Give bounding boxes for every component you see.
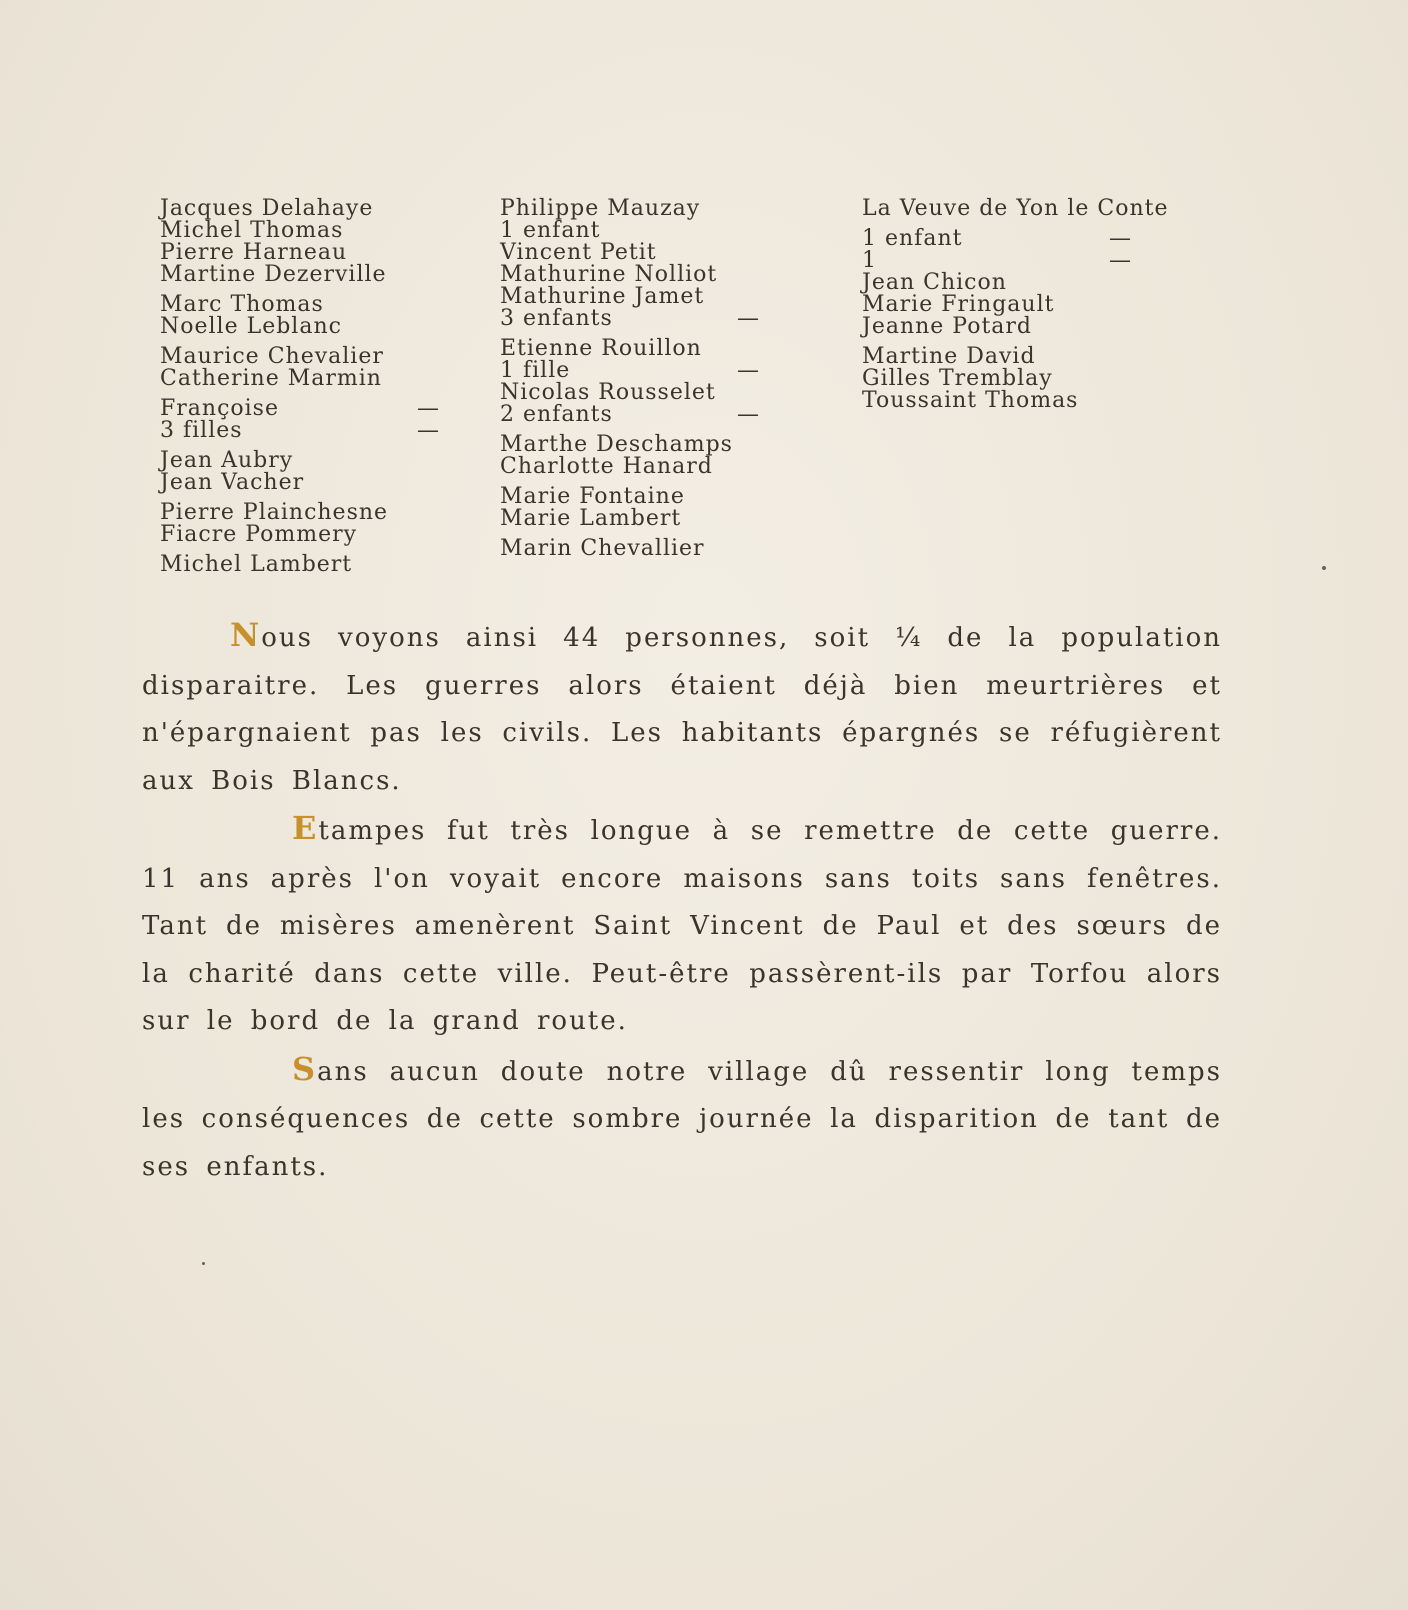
name-text: 1 fille: [500, 358, 571, 383]
name-entry: [160, 368, 480, 390]
name-text: Marc Thomas: [160, 292, 324, 317]
name-entry: [160, 198, 480, 220]
name-text: Jean Aubry: [160, 448, 294, 473]
paragraph-2: [142, 805, 1222, 1046]
name-text: Martine David: [862, 344, 1036, 369]
name-entry: [160, 450, 480, 472]
narrative-text: [142, 612, 1222, 1191]
names-column-2: [500, 198, 800, 560]
name-entry: [160, 398, 480, 420]
paragraph-1: [142, 612, 1222, 805]
names-column-3: [862, 198, 1222, 412]
ditto-dash: —: [737, 402, 760, 427]
name-text: Jacques Delahaye: [160, 196, 374, 221]
name-text: Gilles Tremblay: [862, 366, 1053, 391]
name-text: Michel Thomas: [160, 218, 344, 243]
name-entry: [862, 390, 1222, 412]
ditto-dash: —: [737, 358, 760, 383]
name-entry: [500, 338, 800, 360]
name-text: 3 enfants: [500, 306, 613, 331]
name-text: Martine Dezerville: [160, 262, 387, 287]
name-text: Nicolas Rousselet: [500, 380, 716, 405]
name-text: Catherine Marmin: [160, 366, 382, 391]
name-text: 1 enfant: [862, 226, 963, 251]
name-entry: [862, 346, 1222, 368]
drop-initial: S: [292, 1049, 318, 1088]
name-entry: [862, 368, 1222, 390]
name-entry: [500, 486, 800, 508]
name-entry: [500, 456, 800, 478]
name-entry: [500, 538, 800, 560]
name-entry: [862, 272, 1222, 294]
name-text: 3 filles: [160, 418, 243, 443]
name-text: Marin Chevallier: [500, 536, 705, 561]
name-text: Mathurine Nolliot: [500, 262, 718, 287]
names-column-1: [160, 198, 480, 576]
paragraph-text: ans aucun doute notre village dû ressentir long temps les conséquences de cette sombre journée la disparition de tant de ses enfants.: [142, 1056, 1222, 1182]
name-entry: [160, 524, 480, 546]
name-text: Vincent Petit: [500, 240, 657, 265]
name-entry: [500, 308, 800, 330]
name-entry: [160, 316, 480, 338]
name-entry: [500, 404, 800, 426]
ink-speck: [202, 1262, 205, 1265]
name-text: Jeanne Potard: [862, 314, 1033, 339]
name-entry: [500, 434, 800, 456]
name-text: Pierre Harneau: [160, 240, 348, 265]
name-entry: [862, 294, 1222, 316]
name-text: Fiacre Pommery: [160, 522, 358, 547]
name-text: Jean Vacher: [160, 470, 305, 495]
name-entry: [862, 228, 1222, 250]
name-entry: [500, 508, 800, 530]
name-text: Toussaint Thomas: [862, 388, 1079, 413]
name-text: Philippe Mauzay: [500, 196, 701, 221]
name-entry: [500, 220, 800, 242]
name-entry: [160, 554, 480, 576]
paragraph-text: tampes fut très longue à se remettre de cette guerre. 11 ans après l'on voyait encore maisons sans toits sans fenêtres. Tant de misères amenèrent Saint Vincent de Paul et des sœurs de la charité dans cette ville. Peut-être passèrent-ils par Torfou alors sur le bord de la grand route.: [142, 816, 1222, 1036]
name-entry: [160, 420, 480, 442]
name-entry: [500, 242, 800, 264]
ditto-dash: —: [737, 306, 760, 331]
name-text: Charlotte Hanard: [500, 454, 713, 479]
name-entry: [160, 346, 480, 368]
name-entry: [500, 360, 800, 382]
name-entry: [160, 264, 480, 286]
name-entry: [160, 242, 480, 264]
name-text: Marthe Deschamps: [500, 432, 733, 457]
name-text: Michel Lambert: [160, 552, 353, 577]
ditto-dash: —: [1109, 248, 1132, 273]
name-entry: [862, 198, 1222, 220]
name-entry: [160, 502, 480, 524]
name-entry: [500, 382, 800, 404]
name-entry: [160, 220, 480, 242]
drop-initial: N: [230, 616, 262, 654]
name-text: Marie Fontaine: [500, 484, 685, 509]
name-text: 1: [862, 248, 877, 273]
name-text: Jean Chicon: [862, 270, 1007, 295]
name-entry: [160, 294, 480, 316]
ditto-dash: —: [417, 418, 440, 443]
name-text: Mathurine Jamet: [500, 284, 705, 309]
paragraph-text: ous voyons ainsi 44 personnes, soit ¼ de la population disparaitre. Les guerres alors étaient déjà bien meurtrières et n'épargnaient pas les civils. Les habitants épargnés se réfugièrent aux Bois Blancs.: [142, 623, 1222, 796]
name-text: 2 enfants: [500, 402, 613, 427]
name-entry: [500, 286, 800, 308]
name-entry: [862, 250, 1222, 272]
name-text: Marie Fringault: [862, 292, 1055, 317]
name-text: Pierre Plainchesne: [160, 500, 389, 525]
ditto-dash: —: [417, 396, 440, 421]
ink-speck: [1322, 566, 1326, 570]
name-text: Françoise: [160, 396, 279, 421]
name-text: Etienne Rouillon: [500, 336, 702, 361]
ditto-dash: —: [1109, 226, 1132, 251]
name-entry: [862, 316, 1222, 338]
name-text: Noelle Leblanc: [160, 314, 342, 339]
name-entry: [160, 472, 480, 494]
name-entry: [500, 198, 800, 220]
name-entry: [500, 264, 800, 286]
drop-initial: E: [292, 809, 319, 847]
name-text: Marie Lambert: [500, 506, 682, 531]
name-text: La Veuve de Yon le Conte: [862, 196, 1169, 221]
paragraph-3: [142, 1046, 1222, 1192]
name-text: 1 enfant: [500, 218, 601, 243]
name-text: Maurice Chevalier: [160, 344, 384, 369]
